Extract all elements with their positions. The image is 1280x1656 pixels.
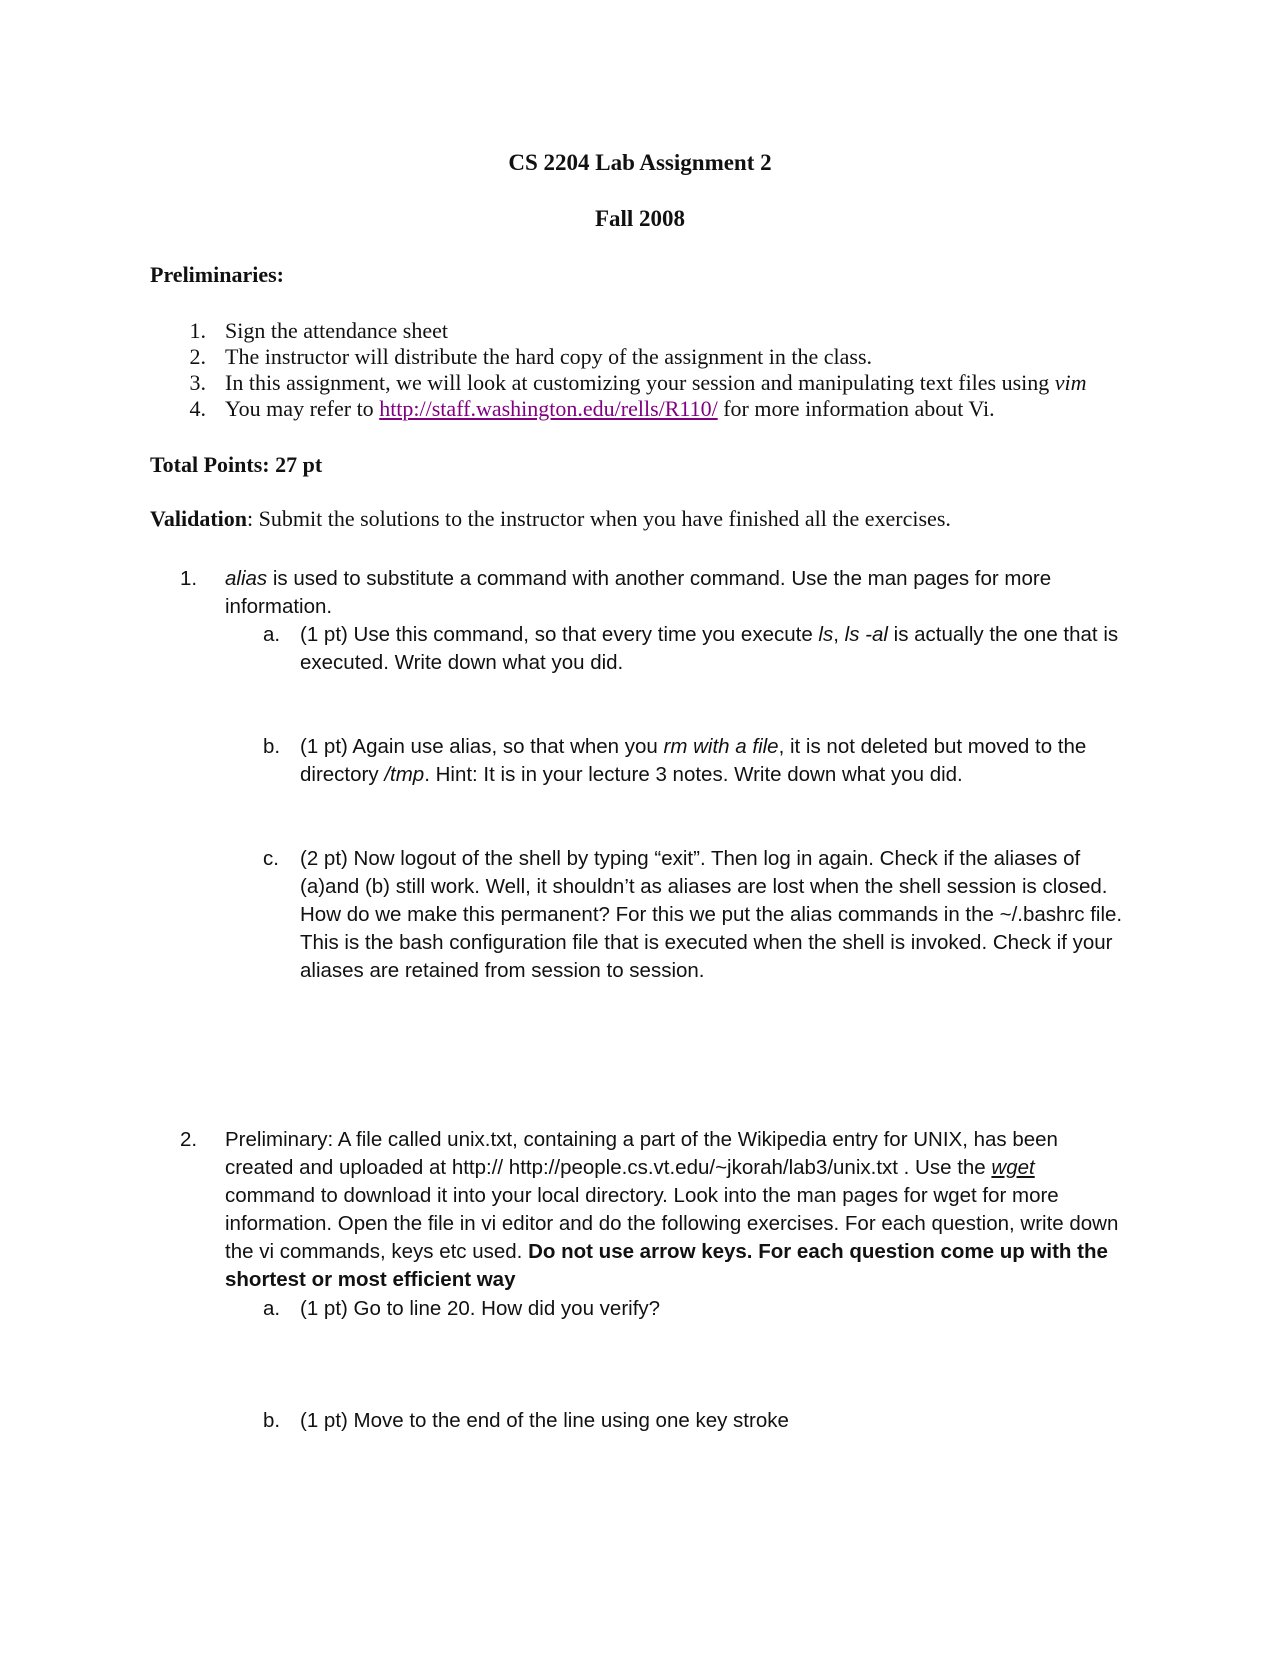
subquestion-text: (1 pt) Go to line 20. How did you verify? <box>300 1297 661 1320</box>
subquestion-label: b. <box>263 1409 281 1432</box>
item-text-emphasis: vim <box>1054 370 1087 395</box>
item-text-main: In this assignment, we will look at customizing your session and manipulating text files using <box>225 370 1055 395</box>
validation-text: : Submit the solutions to the instructor when you have finished all the exercises. <box>247 506 951 531</box>
subquestion-label: a. <box>263 623 281 646</box>
subquestion-part: , it is not deleted but moved to the directory <box>300 735 1087 786</box>
item-text: Sign the attendance sheet <box>225 318 448 343</box>
subquestion-text: (1 pt) Move to the end of the line using one key stroke <box>300 1409 789 1432</box>
question-text <box>225 1126 1125 1294</box>
vi-reference-link[interactable]: http://staff.washington.edu/rells/R110/ <box>379 396 718 421</box>
subquestion-text <box>300 733 1140 789</box>
subquestion-emphasis: rm with a file <box>663 735 779 758</box>
subquestion-part: (1 pt) Use this command, so that every time you execute <box>300 623 819 646</box>
item-number: 3. <box>189 370 206 395</box>
validation-label: Validation <box>150 506 248 531</box>
item-number: 4. <box>189 396 206 421</box>
question-emphasis: wget <box>991 1156 1035 1179</box>
item-text: The instructor will distribute the hard copy of the assignment in the class. <box>225 344 873 369</box>
item-text <box>225 396 995 422</box>
subquestion-label: a. <box>263 1297 281 1320</box>
subquestion-emphasis: ls <box>818 623 834 646</box>
subquestion-part: (1 pt) Again use alias, so that when you <box>300 735 664 758</box>
subquestion-emphasis: ls -al <box>844 623 888 646</box>
item-number: 2. <box>189 344 206 369</box>
subquestion-label: c. <box>263 847 279 870</box>
question-body: is used to substitute a command with another command. Use the man pages for more information. <box>225 567 1052 618</box>
total-points: Total Points: 27 pt <box>150 452 323 477</box>
subquestion-label: b. <box>263 735 281 758</box>
question-number: 1. <box>180 567 198 590</box>
question-body: command to download it into your local directory. Look into the man pages for wget for more information. Open the file in vi editor and do the following exercises. For each question, write down the vi commands, keys etc used. <box>225 1184 1119 1263</box>
subquestion-emphasis: /tmp <box>384 763 425 786</box>
validation-line <box>150 506 951 532</box>
question-text <box>225 565 1125 621</box>
item-number: 1. <box>189 318 206 343</box>
question-number: 2. <box>180 1128 198 1151</box>
preliminaries-heading: Preliminaries: <box>150 262 284 287</box>
doc-term: Fall 2008 <box>594 206 686 231</box>
question-bold: Do not use arrow keys. For each question come up with the shortest or most efficient way <box>225 1240 1108 1291</box>
subquestion-text <box>300 621 1140 677</box>
doc-title: CS 2204 Lab Assignment 2 <box>508 150 772 175</box>
question-body: Preliminary: A file called unix.txt, containing a part of the Wikipedia entry for UNIX, has been created and uploaded at http:// http://people.cs.vt.edu/~jkorah/lab3/unix.txt . Use the <box>225 1128 1058 1179</box>
item-text-post: for more information about Vi. <box>717 396 995 421</box>
subquestion-part: , <box>833 623 845 646</box>
subquestion-part: is actually the one that is executed. Write down what you did. <box>300 623 1119 674</box>
subquestion-text: (2 pt) Now logout of the shell by typing “exit”. Then log in again. Check if the aliases of (a)and (b) still work. Well, it shouldn’t as aliases are lost when the shell session is closed. How do we make this permanent? For this we put the alias commands in the ~/.bashrc file. This is the bash configuration file that is executed when the shell is invoked. Check if your aliases are retained from session to session. <box>300 847 1123 982</box>
subquestion-part: . Hint: It is in your lecture 3 notes. Write down what you did. <box>424 763 963 786</box>
question-emphasis: alias <box>225 567 268 590</box>
item-text <box>225 370 1087 396</box>
item-text-pre: You may refer to <box>225 396 380 421</box>
